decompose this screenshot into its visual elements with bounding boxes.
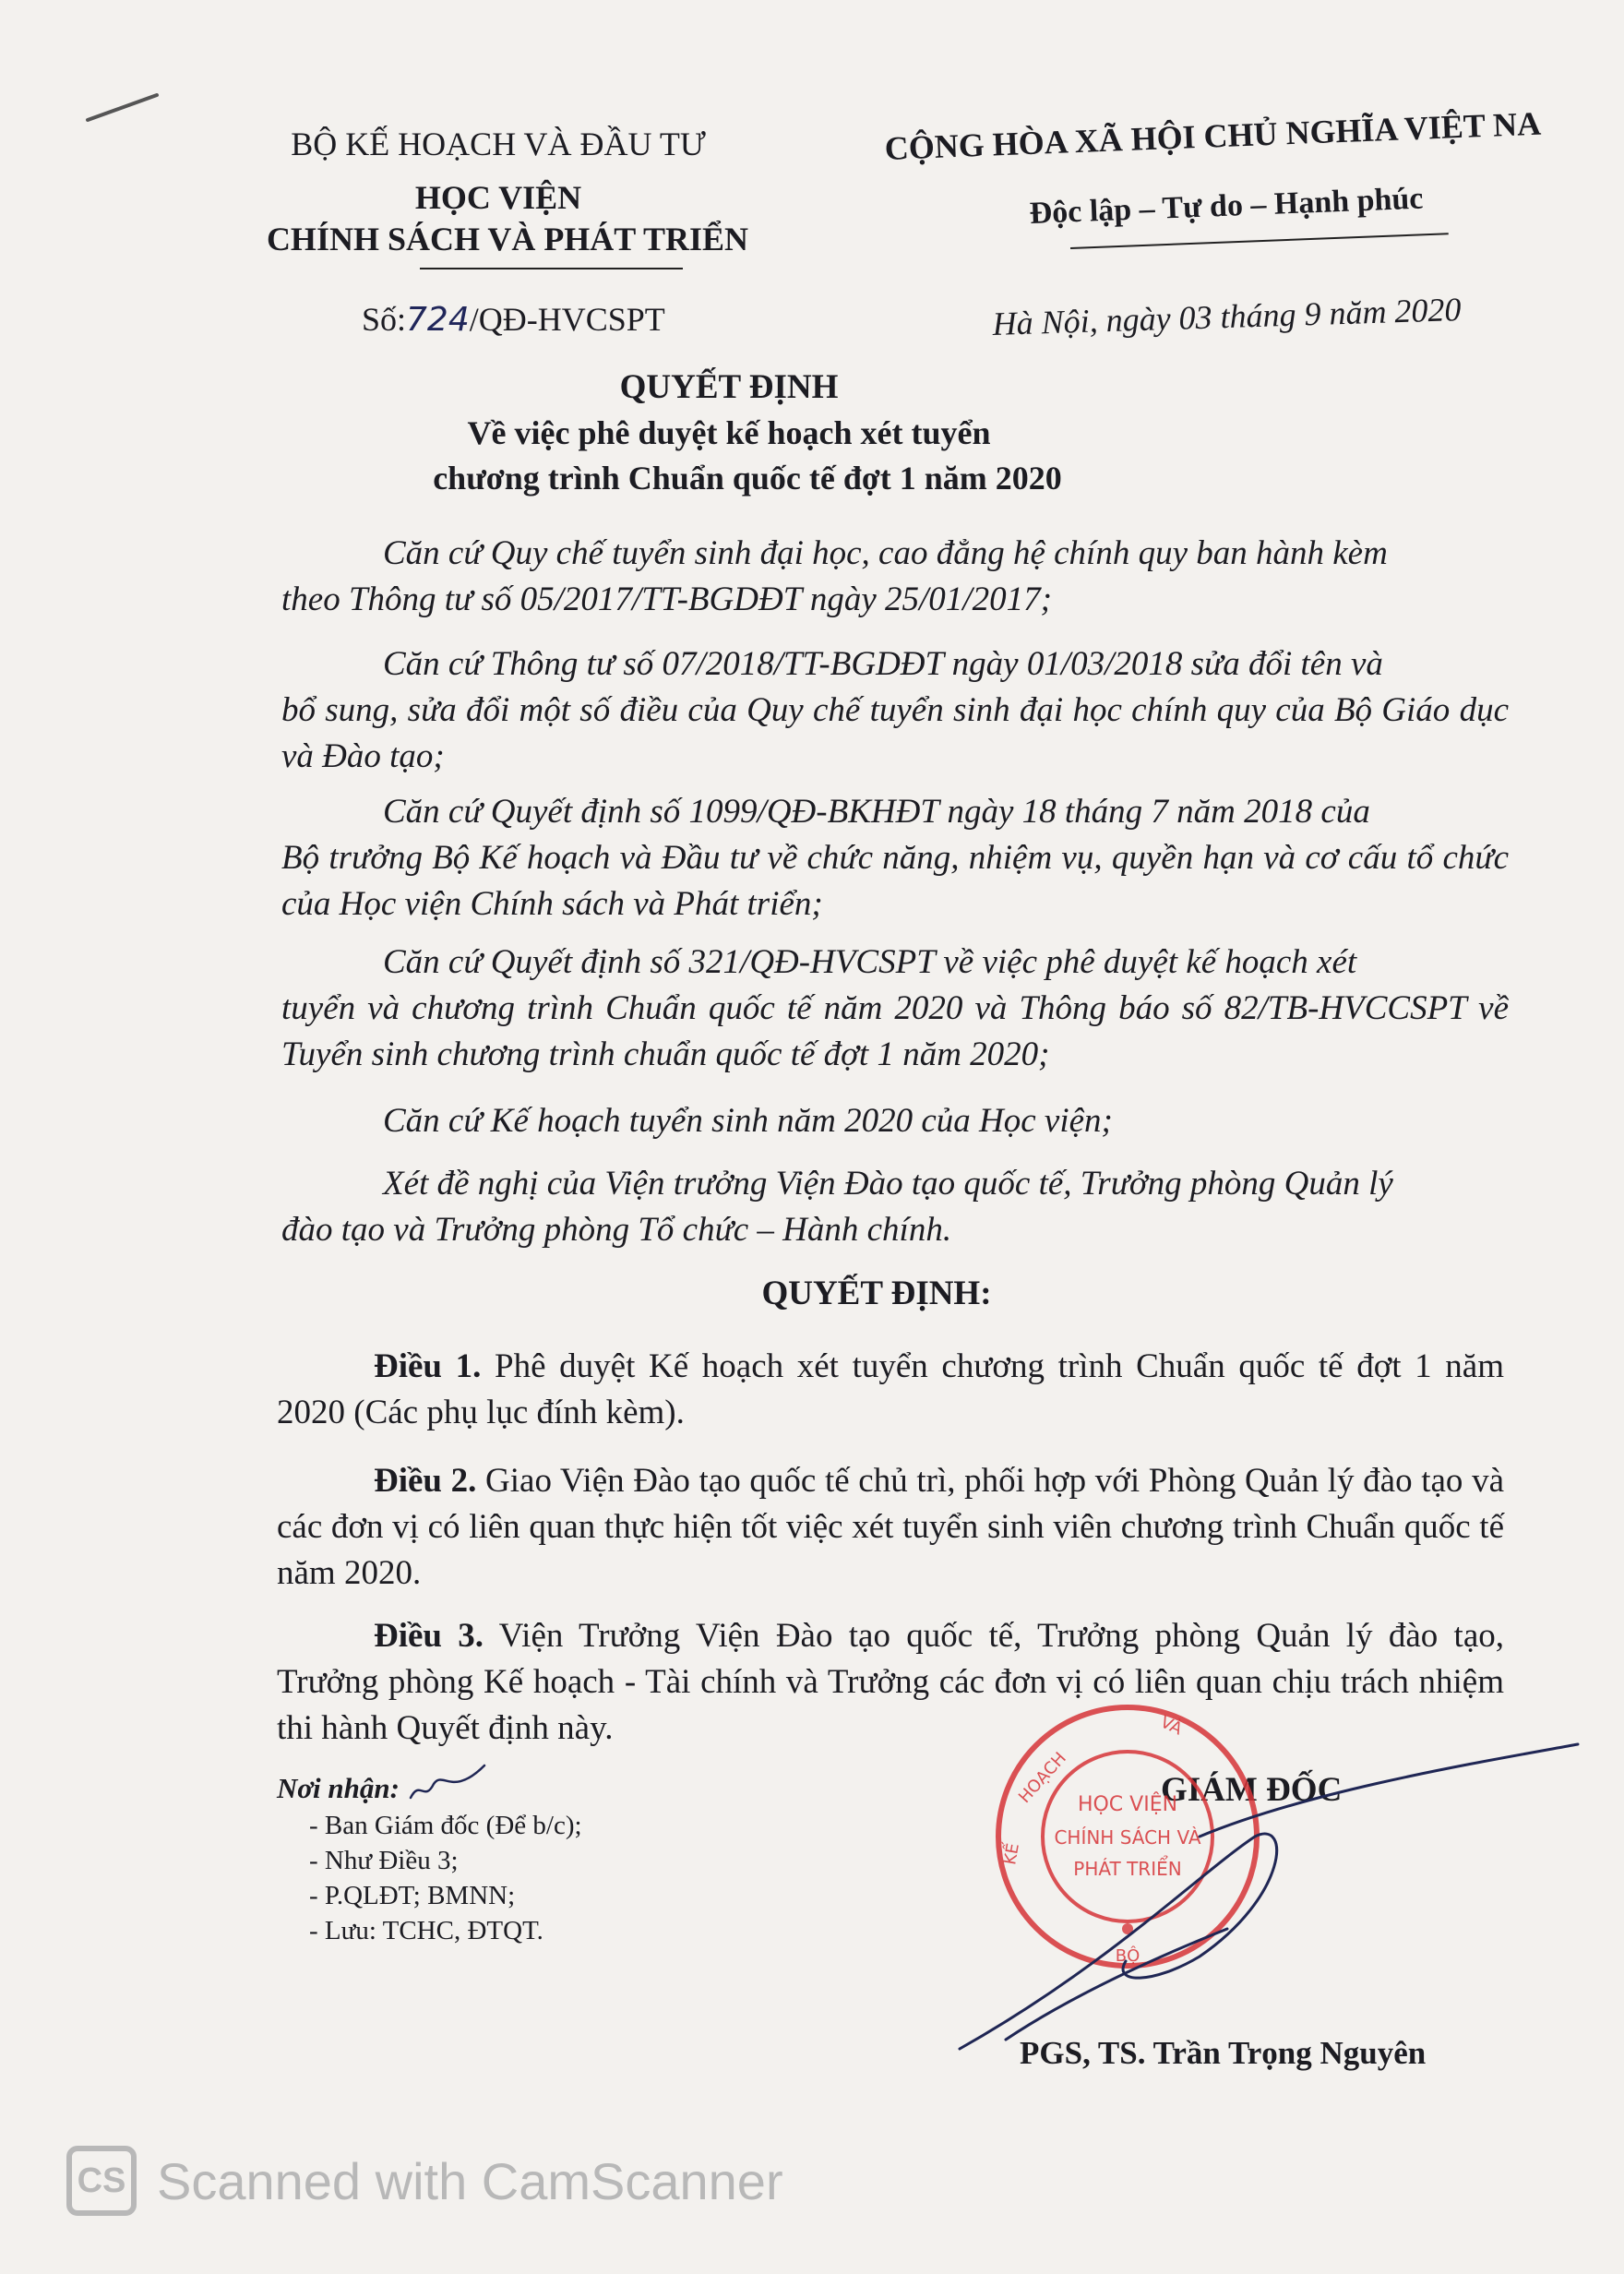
institute-name-line1: HỌC VIỆN xyxy=(414,179,582,216)
preamble-line: Căn cứ Quyết định số 321/QĐ-HVCSPT về việc phê duyệt kế hoạch xét xyxy=(383,943,1357,981)
article-text: Giao Viện Đào tạo quốc tế chủ trì, phối hợp với Phòng Quản lý đào tạo và các đơn vị có liên quan thực hiện tốt việc xét tuyển sinh viên chương trình Chuẩn quốc tế năm 2020. xyxy=(277,1462,1504,1592)
recipient-item: - Ban Giám đốc (Để b/c); xyxy=(309,1811,582,1840)
decision-title: QUYẾT ĐỊNH xyxy=(619,368,839,406)
preamble-paragraph xyxy=(281,531,1509,623)
national-motto: Độc lập – Tự do – Hạnh phúc xyxy=(1029,181,1425,231)
recipients-heading: Nơi nhận: xyxy=(277,1772,400,1804)
recipient-item: - P.QLĐT; BMNN; xyxy=(309,1881,516,1910)
svg-text:KẾ: KẾ xyxy=(1000,1841,1023,1867)
recipient-item: - Lưu: TCHC, ĐTQT. xyxy=(309,1916,543,1945)
decision-heading: QUYẾT ĐỊNH: xyxy=(761,1275,992,1312)
article-label: Điều 3. xyxy=(374,1617,484,1655)
initials-scribble xyxy=(406,1761,489,1807)
preamble-line: đào tạo và Trưởng phòng Tổ chức – Hành chính. xyxy=(281,1211,952,1249)
preamble-paragraph xyxy=(281,789,1509,928)
signer-name: PGS, TS. Trần Trọng Nguyên xyxy=(1020,2035,1427,2071)
number-suffix: /QĐ-HVCSPT xyxy=(469,301,665,338)
article-label: Điều 2. xyxy=(374,1462,477,1500)
svg-text:BỘ: BỘ xyxy=(1115,1946,1140,1966)
preamble-line: bổ sung, sửa đổi một số điều của Quy chế tuyển sinh đại học chính quy của Bộ Giáo dục và Đào tạo; xyxy=(281,691,1509,775)
document-number xyxy=(362,300,665,339)
decision-subtitle-1: Về việc phê duyệt kế hoạch xét tuyển xyxy=(467,414,991,451)
preamble-line: Căn cứ Quyết định số 1099/QĐ-BKHĐT ngày 18 tháng 7 năm 2018 của xyxy=(383,793,1370,831)
decision-subtitle-2: chương trình Chuẩn quốc tế đợt 1 năm 2020 xyxy=(433,460,1062,497)
article-text: Viện Trưởng Viện Đào tạo quốc tế, Trưởng phòng Quản lý đào tạo, Trưởng phòng Kế hoạch - Tài chính và Trưởng các đơn vị có liên quan chịu trách nhiệm thi hành Quyết định này. xyxy=(277,1617,1504,1747)
preamble-line: Xét đề nghị của Viện trưởng Viện Đào tạo quốc tế, Trưởng phòng Quản lý xyxy=(383,1165,1393,1203)
camscanner-text: Scanned with CamScanner xyxy=(157,2151,783,2210)
preamble-line: Căn cứ Quy chế tuyển sinh đại học, cao đẳng hệ chính quy ban hành kèm xyxy=(383,534,1388,572)
svg-text:CHÍNH SÁCH VÀ: CHÍNH SÁCH VÀ xyxy=(1054,1826,1201,1849)
recipient-item: - Như Điều 3; xyxy=(309,1846,459,1875)
signer-position: GIÁM ĐỐC xyxy=(1161,1771,1343,1809)
article-2 xyxy=(277,1458,1504,1597)
preamble-paragraph xyxy=(281,1098,1509,1144)
preamble-line: tuyển và chương trình Chuẩn quốc tế năm 2020 và Thông báo số 82/TB-HVCCSPT về Tuyển sinh chương trình chuẩn quốc tế đợt 1 năm 2020; xyxy=(281,989,1509,1073)
camscanner-watermark xyxy=(66,2146,783,2216)
number-prefix: Số: xyxy=(362,301,407,338)
article-3 xyxy=(277,1613,1504,1752)
document-date: Hà Nội, ngày 03 tháng 9 năm 2020 xyxy=(992,291,1463,342)
svg-text:PHÁT TRIỂN: PHÁT TRIỂN xyxy=(1073,1858,1182,1880)
preamble-line: Căn cứ Kế hoạch tuyển sinh năm 2020 của Học viện; xyxy=(383,1102,1113,1140)
motto-underline xyxy=(1070,233,1449,249)
pencil-mark xyxy=(83,88,166,125)
institute-underline xyxy=(420,268,683,269)
handwritten-signature xyxy=(923,1735,1587,2077)
preamble-line: Căn cứ Thông tư số 07/2018/TT-BGDĐT ngày 01/03/2018 sửa đổi tên và xyxy=(383,645,1383,683)
ministry-name: BỘ KẾ HOẠCH VÀ ĐẦU TƯ xyxy=(291,126,706,162)
number-handwritten: 724 xyxy=(406,301,470,339)
preamble-paragraph xyxy=(281,1161,1509,1253)
preamble-line: theo Thông tư số 05/2017/TT-BGDĐT ngày 25/01/2017; xyxy=(281,580,1052,618)
svg-text:HỌC VIỆN: HỌC VIỆN xyxy=(1077,1793,1178,1816)
svg-text:HOẠCH: HOẠCH xyxy=(1014,1748,1070,1807)
svg-text:VÀ: VÀ xyxy=(1157,1712,1186,1740)
preamble-paragraph xyxy=(281,641,1509,780)
preamble-line: Bộ trưởng Bộ Kế hoạch và Đầu tư về chức năng, nhiệm vụ, quyền hạn và cơ cấu tổ chức của Học viện Chính sách và Phát triển; xyxy=(281,839,1509,923)
institute-name-line2: CHÍNH SÁCH VÀ PHÁT TRIỂN xyxy=(266,221,749,257)
preamble-paragraph xyxy=(281,940,1509,1078)
article-text: Phê duyệt Kế hoạch xét tuyển chương trình Chuẩn quốc tế đợt 1 năm 2020 (Các phụ lục đính kèm). xyxy=(277,1347,1505,1431)
republic-name: CỘNG HÒA XÃ HỘI CHỦ NGHĨA VIỆT NA xyxy=(884,104,1542,167)
article-1 xyxy=(277,1344,1504,1436)
article-label: Điều 1. xyxy=(374,1347,482,1385)
camscanner-logo-icon: CS xyxy=(66,2146,137,2216)
